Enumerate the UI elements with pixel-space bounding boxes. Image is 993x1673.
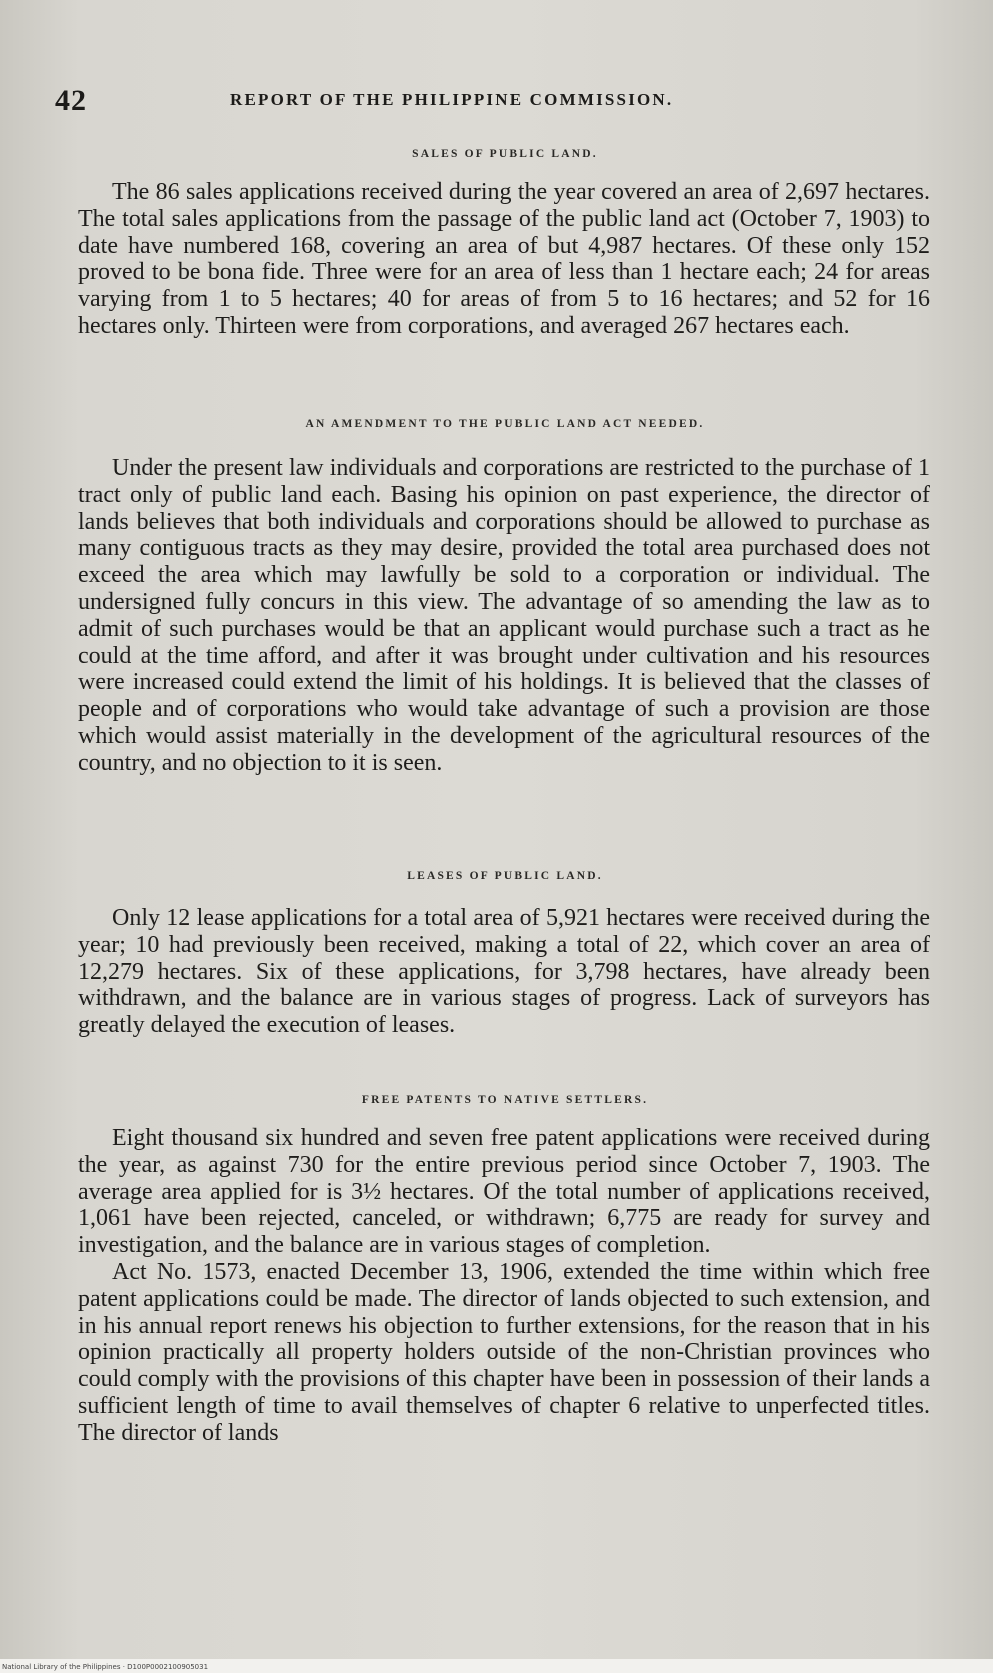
section-heading-sales: SALES OF PUBLIC LAND. bbox=[412, 148, 598, 160]
section-heading-amendment: AN AMENDMENT TO THE PUBLIC LAND ACT NEEDED. bbox=[305, 418, 705, 430]
footer-credit: National Library of the Philippines · D100P0002100905031 bbox=[2, 1663, 209, 1671]
paragraph-amendment: Under the present law individuals and corporations are restricted to the purchase of 1 tract only of public land each. Basing his opinion on past experience, the director of lands believes that both individuals and corporations should be allowed to purchase as many contiguous tracts as they may desire, provided the total area purchased does not exceed the area which may lawfully be sold to a corporation or individual. The undersigned fully concurs in this view. The advantage of so amending the law as to admit of such purchases would be that an applicant would purchase such a tract as he could at the time afford, and after it was brought under cultivation and his resources were increased could extend the limit of his holdings. It is believed that the classes of people and of corporations who would take advantage of such a provision are those which would assist materially in the development of the agricultural resources of the country, and no objection to it is seen. bbox=[78, 455, 930, 776]
paragraph-leases: Only 12 lease applications for a total area of 5,921 hectares were received during the year; 10 had previously been received, making a total of 22, which cover an area of 12,279 hectares. Six of these applications, for 3,798 hectares, have already been withdrawn, and the balance are in various stages of progress. Lack of surveyors has greatly delayed the execution of leases. bbox=[78, 905, 930, 1039]
paragraph-sales: The 86 sales applications received during the year covered an area of 2,697 hectares. The total sales applications from the passage of the public land act (October 7, 1903) to date have numbered 168, covering an area of but 4,987 hectares. Of these only 152 proved to be bona fide. Three were for an area of less than 1 hectare each; 24 for areas varying from 1 to 5 hectares; 40 for areas of from 5 to 16 hectares; and 52 for 16 hectares only. Thirteen were from corporations, and averaged 267 hectares each. bbox=[78, 179, 930, 339]
section-heading-free-patents: FREE PATENTS TO NATIVE SETTLERS. bbox=[361, 1094, 649, 1106]
section-heading-leases: LEASES OF PUBLIC LAND. bbox=[407, 870, 603, 882]
paragraph-free-patents-1: Eight thousand six hundred and seven free patent applications were received during the year, as against 730 for the entire previous period since October 7, 1903. The average area applied for is 3½ hectares. Of the total number of applications received, 1,061 have been rejected, canceled, or withdrawn; 6,775 are ready for survey and investigation, and the balance are in various stages of completion. bbox=[78, 1125, 930, 1259]
page-header bbox=[55, 84, 935, 124]
paragraph-free-patents-2: Act No. 1573, enacted December 13, 1906, extended the time within which free patent applications could be made. The director of lands objected to such extension, and in his annual report renews his objection to further extensions, for the reason that in his opinion practically all property holders outside of the non-Christian provinces who could comply with the provisions of this chapter have been in possession of their lands a sufficient length of time to avail themselves of chapter 6 relative to unperfected titles. The director of lands bbox=[78, 1259, 930, 1446]
running-title: REPORT OF THE PHILIPPINE COMMISSION. bbox=[230, 90, 674, 109]
page-number: 42 bbox=[55, 84, 87, 117]
footer-strip bbox=[0, 1659, 993, 1673]
